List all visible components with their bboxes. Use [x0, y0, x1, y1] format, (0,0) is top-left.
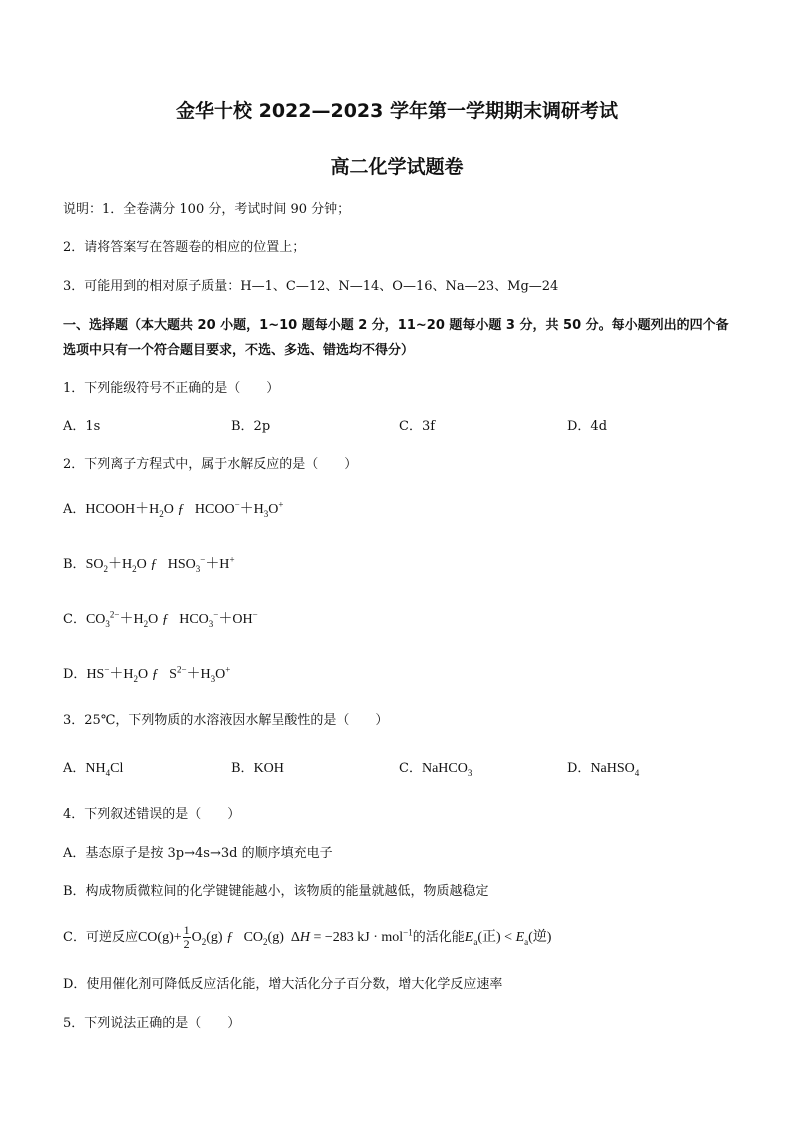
question-4-option-a: A．基态原子是按 3p→4s→3d 的顺序填充电子 — [63, 846, 333, 861]
question-4-stem: 4．下列叙述错误的是（ ） — [63, 807, 241, 822]
option-text: 的活化能 — [412, 930, 465, 945]
option-text: C．可逆反应 — [63, 930, 138, 945]
option-label: B． — [231, 761, 254, 776]
question-4-option-d: D．使用催化剂可降低反应活化能，增大活化分子百分数，增大化学反应速率 — [63, 977, 503, 992]
question-3-stem: 3．25℃，下列物质的水溶液因水解呈酸性的是（ ） — [63, 713, 389, 728]
question-3-option-c — [399, 760, 472, 778]
question-1-option-d: D．4d — [567, 419, 608, 434]
option-label: C． — [399, 761, 422, 776]
question-5-stem: 5．下列说法正确的是（ ） — [63, 1016, 241, 1031]
question-3-option-d — [567, 760, 639, 778]
equation: $SO_2+H_2O$ ƒ $HSO_3^-+H^+$ — [85, 554, 235, 574]
exam-subtitle: 高二化学试题卷 — [330, 156, 464, 178]
note-3: 3．可能用到的相对原子质量：H—1、C—12、N—14、O—16、Na—23、Mg—24 — [63, 279, 559, 294]
equation: CO(g)+ $\frac{1}{2}$ $O_2(g)$ ƒ $CO_2(g) \Delta H = -283$ kJ · mol$^{-1}$ — [137, 923, 413, 952]
option-label: A． — [63, 761, 86, 776]
section-heading-line-1: 一、选择题（本大题共 20 小题，1~10 题每小题 2 分，11~20 题每小题 3 分，共 50 分。每小题列出的四个备 — [63, 318, 729, 333]
question-3-option-a — [63, 760, 123, 778]
option-label: C． — [63, 612, 86, 627]
question-4-option-b: B．构成物质微粒间的化学键键能越小，该物质的能量就越低，物质越稳定 — [63, 884, 489, 899]
question-4-option-c — [63, 924, 551, 952]
equation: $HS^-+H_2O$ ƒ $S^{2-}+H_3O^+$ — [86, 664, 231, 684]
formula: $NH_4Cl$ — [85, 761, 124, 778]
option-label: B． — [63, 557, 86, 572]
option-label: D． — [63, 667, 87, 682]
question-3-option-b — [231, 760, 284, 778]
question-1-option-b: B．2p — [231, 419, 271, 434]
formula: NaHCO$_3$ — [421, 761, 473, 778]
question-1-option-c: C．3f — [399, 419, 436, 434]
fraction: $\frac{1}{2}$ — [183, 923, 190, 952]
equation: $CO_3^{2-}+H_2O$ ƒ $HCO_3^-+OH^-$ — [85, 609, 258, 629]
note-2: 2．请将答案写在答题卷的相应的位置上； — [63, 240, 306, 255]
question-1-option-a: A．1s — [63, 419, 101, 434]
question-2-option-a — [63, 501, 283, 519]
equation: $HCOOH+H_2O$ ƒ $HCOO^-+H_3O^+$ — [85, 499, 284, 519]
question-2-option-c — [63, 611, 258, 629]
option-label: D． — [567, 761, 591, 776]
question-1-stem: 1．下列能级符号不正确的是（ ） — [63, 381, 280, 396]
note-1: 说明：1．全卷满分 100 分，考试时间 90 分钟； — [63, 202, 351, 217]
formula: NaHSO$_4$ — [590, 761, 640, 778]
question-2-option-b — [63, 556, 235, 574]
question-2-option-d — [63, 666, 230, 684]
section-heading-line-2: 选项中只有一个符合题目要求，不选、多选、错选均不得分） — [63, 343, 415, 358]
exam-title: 金华十校 2022—2023 学年第一学期期末调研考试 — [176, 100, 618, 122]
formula: KOH — [253, 761, 284, 776]
question-2-stem: 2．下列离子方程式中，属于水解反应的是（ ） — [63, 457, 358, 472]
option-label: A． — [63, 502, 86, 517]
inequality: $E_a$(正) < $E_a$(逆) — [464, 930, 552, 947]
